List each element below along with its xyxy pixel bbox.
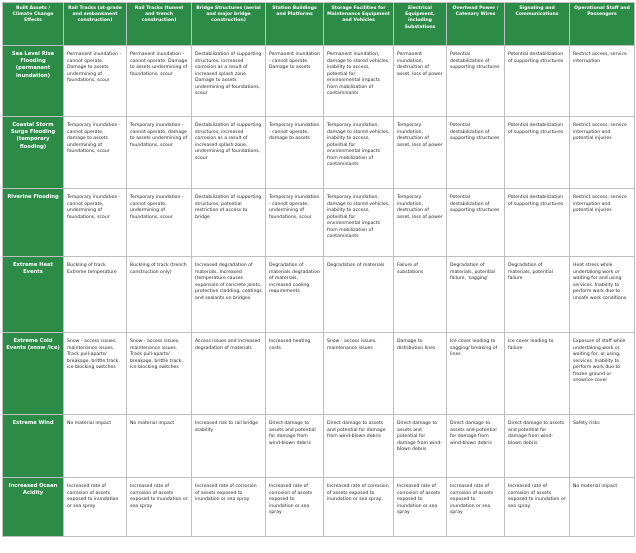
table-cell: Degradation of materials degradation of materials, increased cooling requirements <box>266 257 324 333</box>
table-cell: Exposure of staff while undertaking work or waiting for, or using, services. Inability to perform work due to frozen ground or snow/ice cover <box>570 333 635 415</box>
table-row <box>3 46 635 117</box>
table-cell: Temporary inundation, destruction of asset, loss of power <box>394 117 447 189</box>
table-cell: Temporary inundation, destruction of asset, loss of power <box>394 189 447 257</box>
table-cell: Snow - access issues, maintenance issues. Track pull-aparts/ breakage, brittle track, ice blocking switches <box>127 333 192 415</box>
table-row <box>3 415 635 478</box>
table-cell: No material impact <box>570 478 635 537</box>
table-cell: Increased rate of corrosion of assets exposed to inundation or sea spray <box>266 478 324 537</box>
table-row <box>3 117 635 189</box>
table-cell: Temporary inundation, damage to stored vehicles, inability to access, potential for environmental impacts from mobilization of contaminants <box>324 189 394 257</box>
table-cell: Failure of substations <box>394 257 447 333</box>
table-cell: Degradation of materials <box>324 257 394 333</box>
table-cell: Restrict access, service interruption and potential injuries <box>570 189 635 257</box>
table-row <box>3 333 635 415</box>
row-header: Extreme Wind <box>3 415 64 478</box>
header-cell: Bridge Structures (aerial and major bridge construction) <box>192 3 266 46</box>
header-cell: Operational Staff and Passengers <box>570 3 635 46</box>
table-cell: Increased risk to rail bridge stability <box>192 415 266 478</box>
table-cell: Temporary inundation - cannot operate, damage to assets <box>266 117 324 189</box>
table-cell: No material impact <box>127 415 192 478</box>
row-header: Coastal Storm Surge Flooding (temporary flooding) <box>3 117 64 189</box>
table-cell: Increased rate of corrosion of assets exposed to inundation or sea spray <box>64 478 127 537</box>
table-cell: Ice cover leading to failure <box>505 333 570 415</box>
table-cell: Direct damage to assets and potential for damage from wind-blown debris <box>505 415 570 478</box>
table-cell: Direct damage to assets and potential for damage from wind-blown debris <box>394 415 447 478</box>
table-cell: Temporary inundation - cannot operate, undermining of foundations, scour <box>266 189 324 257</box>
table-cell: Temporary inundation - cannot operate, undermining of foundations, scour <box>127 189 192 257</box>
table-cell: Snow - access issues, maintenance issues. Track pull-aparts/ breakage, brittle track, ice blocking switches <box>64 333 127 415</box>
table-cell: Increased degradation of materials. Increased (temperature causes expansion of concrete joints, protective cladding, coatings and sealants on bridges <box>192 257 266 333</box>
table-row <box>3 189 635 257</box>
table-cell: Heat stress while undertaking work or waiting for and using services. Inability to perform work due to unsafe work conditions <box>570 257 635 333</box>
header-cell: Signaling and Communications <box>505 3 570 46</box>
table-cell: Increased heating costs <box>266 333 324 415</box>
table-cell: Direct damage to assets and potential for damage from wind-blown debris <box>447 415 505 478</box>
header-cell: Storage Facilities for Maintenance Equipment and Vehicles <box>324 3 394 46</box>
header-cell: Electrical Equipment, including Substations <box>394 3 447 46</box>
table-cell: Degradation of materials, potential failure, 'sagging' <box>447 257 505 333</box>
table-cell: Restrict access, service interruption and potential injuries <box>570 117 635 189</box>
table-cell: Permanent inundation, damage to stored vehicles, inability to access, potential for environmental impacts from mobilization of contaminants <box>324 46 394 117</box>
row-header: Extreme Cold Events (snow /ice) <box>3 333 64 415</box>
impact-matrix <box>2 2 634 537</box>
row-header: Increased Ocean Acidity <box>3 478 64 537</box>
table-cell: Damage to distribution lines <box>394 333 447 415</box>
table-cell: Temporary inundation - cannot operate, damage to assets undermining of foundations, scour <box>64 117 127 189</box>
table-row <box>3 478 635 537</box>
climate-impact-table <box>2 2 635 537</box>
table-cell: Degradation of materials, potential failure <box>505 257 570 333</box>
table-cell: Potential destabilization of supporting structures <box>505 46 570 117</box>
table-cell: Increased rate of corrosion of assets exposed to inundation or sea spray <box>324 478 394 537</box>
header-cell: Built Assets / Climate Change Effects <box>3 3 64 46</box>
table-cell: No material impact <box>64 415 127 478</box>
table-row <box>3 257 635 333</box>
header-cell: Station Buildings and Platforms <box>266 3 324 46</box>
table-cell: Access issues and increased degradation of materials <box>192 333 266 415</box>
header-cell: Rail Tracks (tunnel and trench construction) <box>127 3 192 46</box>
table-cell: Direct damage to assets and potential for damage from wind-blown debris <box>324 415 394 478</box>
table-cell: Permanent inundation - cannot operate. Damage to assets undermining of foundations, scour <box>64 46 127 117</box>
header-row <box>3 3 635 46</box>
table-cell: Buckling of track (trench construction only) <box>127 257 192 333</box>
table-cell: Potential destabilization of supporting structures <box>447 117 505 189</box>
table-cell: Potential destabilization of supporting structures <box>505 117 570 189</box>
table-cell: Destabilization of supporting structures, increased corrosion as a result of increased splash zone, undermining of foundations, scour <box>192 117 266 189</box>
table-cell: Temporary inundation - cannot operate, undermining of foundations, scour <box>64 189 127 257</box>
table-cell: Increased rate of corrosion of assets exposed to inundation or sea spray <box>127 478 192 537</box>
table-cell: Increased rate of corrosion of assets exposed to inundation or sea spray <box>394 478 447 537</box>
table-cell: Restrict access, service interruption <box>570 46 635 117</box>
row-header: Riverine Flooding <box>3 189 64 257</box>
table-cell: Potential destabilization of supporting structures <box>505 189 570 257</box>
table-cell: Permanent inundation - cannot operate. Damage to assets undermining of foundations, scour <box>127 46 192 117</box>
table-cell: Destabilization of supporting structures, potential restriction of access to bridge <box>192 189 266 257</box>
table-cell: Increased rate of corrosion of assets exposed to inundation or sea spray <box>192 478 266 537</box>
table-cell: Snow - access issues, maintenance issues <box>324 333 394 415</box>
table-cell: Safety risks <box>570 415 635 478</box>
table-cell: Permanent inundation - cannot operate. Damage to assets <box>266 46 324 117</box>
table-cell: Ice cover leading to sagging/ breaking of lines <box>447 333 505 415</box>
table-cell: Direct damage to assets and potential for damage from wind-blown debris <box>266 415 324 478</box>
table-cell: Potential destabilization of supporting structures <box>447 189 505 257</box>
row-header: Extreme Heat Events <box>3 257 64 333</box>
table-cell: Increased rate of corrosion of assets exposed to inundation or sea spray <box>447 478 505 537</box>
table-cell: Destabilization of supporting structures, increased corrosion as a result of increased splash zone. Damage to assets undermining of foundations, scour <box>192 46 266 117</box>
table-cell: Permanent inundation, destruction of asset, loss of power <box>394 46 447 117</box>
table-cell: Temporary inundation, damage to stored vehicles, inability to access, potential for environmental impacts from mobilization of contaminants <box>324 117 394 189</box>
header-cell: Overhead Power / Catenary Wires <box>447 3 505 46</box>
table-cell: Potential destabilization of supporting structures <box>447 46 505 117</box>
table-cell: Temporary inundation - cannot operate, damage to assets undermining of foundations, scour <box>127 117 192 189</box>
header-cell: Rail Tracks (at-grade and embankment construction) <box>64 3 127 46</box>
row-header: Sea Level Rise Flooding (permanent inundation) <box>3 46 64 117</box>
table-cell: Buckling of track Extreme temperature <box>64 257 127 333</box>
table-cell: Increased rate of corrosion of assets exposed to inundation or sea spray <box>505 478 570 537</box>
